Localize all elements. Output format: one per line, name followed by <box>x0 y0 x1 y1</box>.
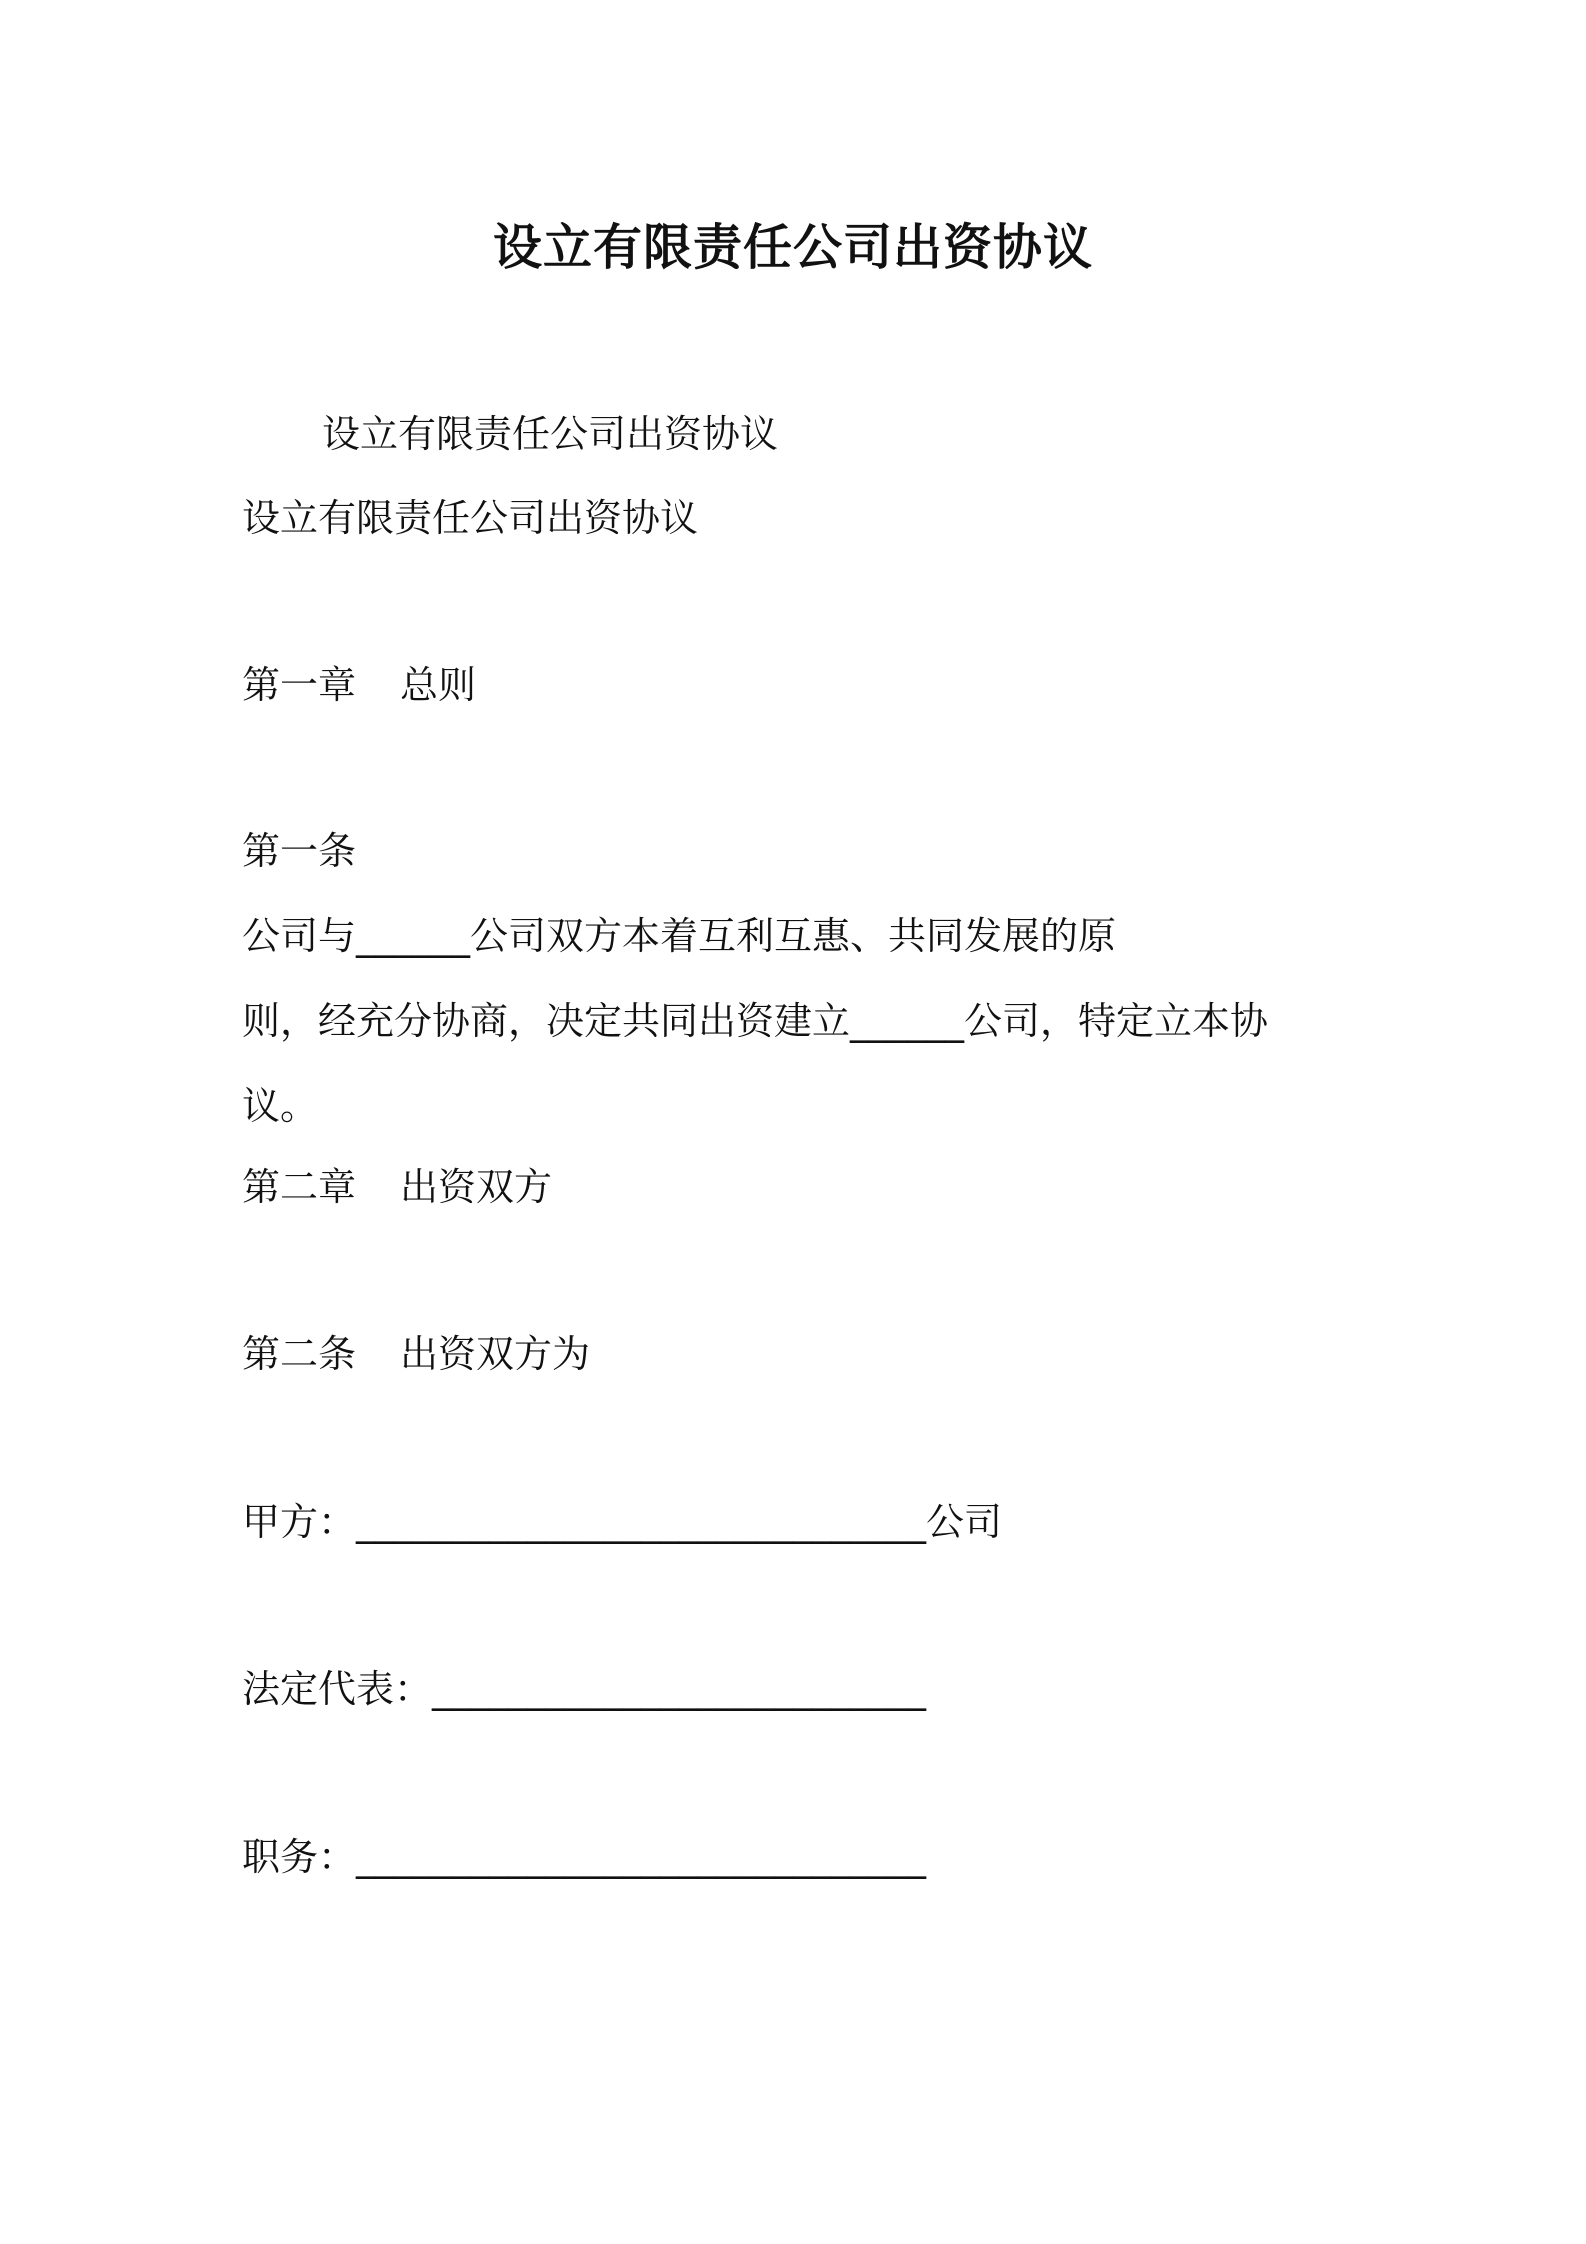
party-a-suffix: 公司 <box>926 1500 1003 1544</box>
chapter-1-title: 总则 <box>400 663 477 707</box>
article-1-line-1 <box>242 809 1357 979</box>
position-field <box>242 1828 1362 1886</box>
party-a-field <box>242 1493 1362 1551</box>
subtitle-indented: 设立有限责任公司出资协议 <box>322 412 779 456</box>
legal-rep-label: 法定代表： <box>242 1667 433 1711</box>
chapter-2-heading <box>242 1158 1362 1216</box>
party-a-blank: ______________________________ <box>356 1500 927 1544</box>
position-blank: ______________________________ <box>356 1835 927 1879</box>
article-2-label: 第二条 <box>242 1332 357 1376</box>
legal-rep-blank: __________________________ <box>432 1667 927 1711</box>
position-label: 职务： <box>242 1835 357 1879</box>
article-1-text-1: 公司与______公司双方本着互利互惠、共同发展的原 <box>242 914 1117 958</box>
chapter-2-label: 第二章 <box>242 1165 357 1209</box>
article-1-line-3: 议。 <box>242 1084 319 1128</box>
chapter-2-title: 出资双方 <box>400 1165 553 1209</box>
article-1-label: 第一条 <box>242 829 357 873</box>
chapter-1-label: 第一章 <box>242 663 357 707</box>
article-2 <box>242 1325 1362 1383</box>
document-title: 设立有限责任公司出资协议 <box>492 219 1093 276</box>
legal-rep-field <box>242 1660 1362 1718</box>
article-1-line-2: 则，经充分协商，决定共同出资建立______公司，特定立本协 <box>242 999 1269 1043</box>
subtitle: 设立有限责任公司出资协议 <box>242 496 699 540</box>
article-1 <box>242 809 1357 1149</box>
chapter-1-heading <box>242 656 1362 714</box>
party-a-label: 甲方： <box>242 1500 357 1544</box>
article-2-text: 出资双方为 <box>400 1332 591 1376</box>
